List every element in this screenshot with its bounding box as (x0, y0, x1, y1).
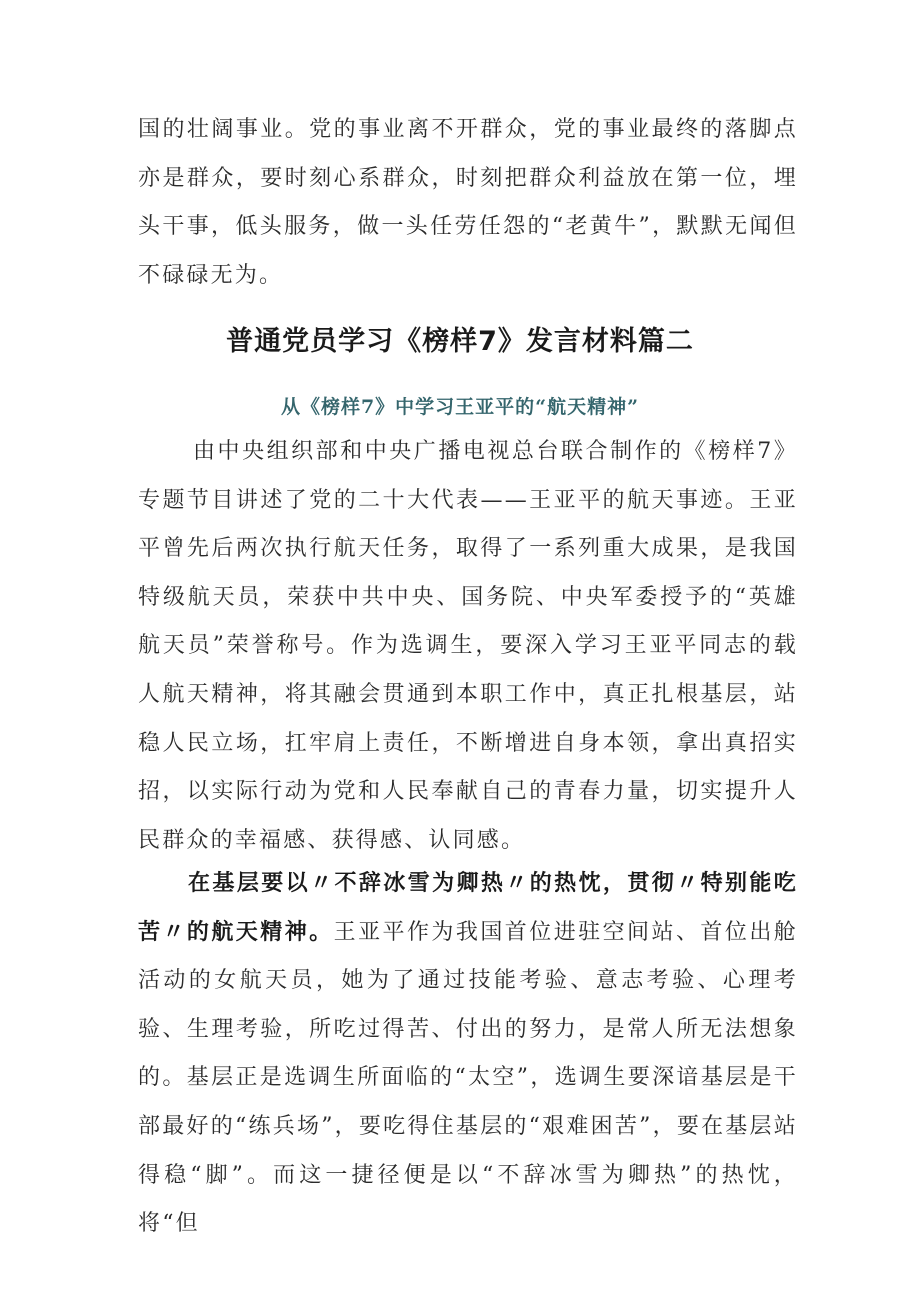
page-subtitle: 从《榜样7》中学习王亚平的“航天精神” (280, 396, 640, 418)
paragraph-2-text: 王亚平作为我国首位进驻空间站、首位出舱活动的女航天员，她为了通过技能考验、意志考验、心理考验、生理考验，所吃过得苦、付出的努力，是常人所无法想象的。基层正是选调生所面临的“太空”，选调生要深谙基层是干部最好的“练兵场”，要吃得住基层的“艰难困苦”，要在基层站得稳“脚”。而这一捷径便是以“不辞冰雪为卿热”的热忱，将“但 (138, 919, 798, 1237)
page-title: 普通党员学习《榜样7》发言材料篇二 (226, 326, 694, 357)
paragraph-2-bold-lead: 在基层要以〃不辞冰雪为卿热〃的热忱，贯彻〃特别能吃苦〃的航天精神。 (138, 871, 798, 945)
intro-paragraph: 国的壮阔事业。党的事业离不开群众，党的事业最终的落脚点亦是群众，要时刻心系群众，时刻把群众利益放在第一位，埋头干事，低头服务，做一头任劳任怨的“老黄牛”，默默无闻但不碌碌无为。 (138, 117, 798, 288)
body-paragraph-1: 由中央组织部和中央广播电视总台联合制作的《榜样7》专题节目讲述了党的二十大代表——王亚平的航天事迹。王亚平曾先后两次执行航天任务，取得了一系列重大成果，是我国特级航天员，荣获中共中央、国务院、中央军委授予的“英雄航天员”荣誉称号。作为选调生，要深入学习王亚平同志的载人航天精神，将其融会贯通到本职工作中，真正扎根基层，站稳人民立场，扛牢肩上责任，不断增进自身本领，拿出真招实招，以实际行动为党和人民奉献自己的青春力量，切实提升人民群众的幸福感、获得感、认同感。 (138, 439, 798, 853)
body-paragraph-2 (138, 860, 798, 1249)
